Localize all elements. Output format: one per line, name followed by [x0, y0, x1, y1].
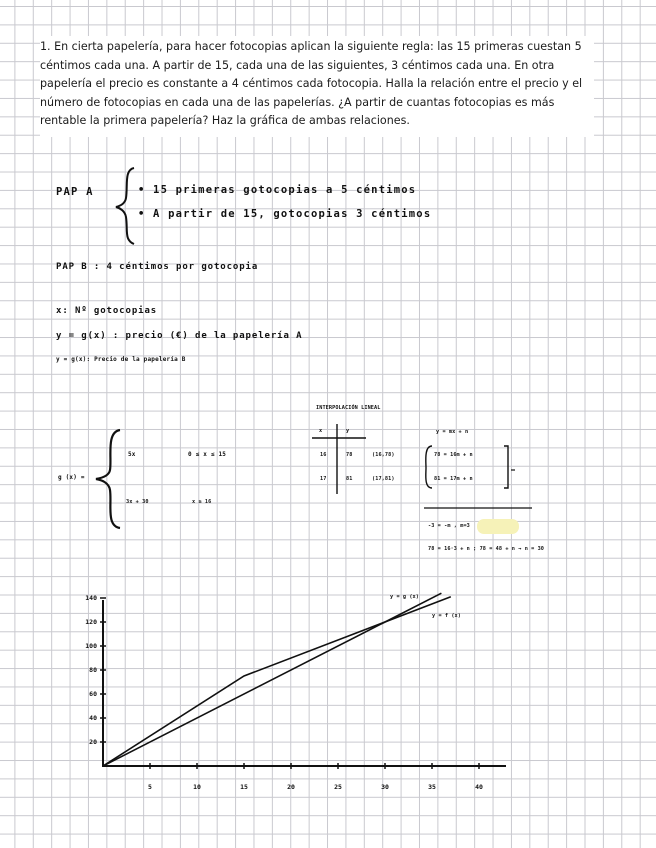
x-tick-label: 30 — [381, 783, 389, 791]
pap-a-label: PAP A — [56, 186, 94, 198]
pap-a-line-2: • A partir de 15, gotocopias 3 céntimos — [138, 208, 432, 220]
problem-statement: 1. En cierta papelería, para hacer fotocopias aplican la siguiente regla: las 15 primeras cuestan 5 céntimos cada una. A partir de 15, cada una de las siguientes, 3 céntimos cada una. En otra papelería el precio es constante a 4 céntimos cada fotocopia. Halla la relación entre el precio y el número de fotocopias en cada una de las papelerías. ¿A partir de cuantas fotocopias es más rentable la primera papelería? Haz la gráfica de ambas relaciones. — [40, 36, 594, 137]
table-header-y: y — [346, 428, 350, 434]
y-tick-label: 100 — [85, 642, 97, 650]
x-tick-label: 40 — [475, 783, 483, 791]
x-tick-label: 15 — [240, 783, 248, 791]
table-row-2-x: 17 — [320, 476, 327, 482]
series-line-papeleria-b — [103, 593, 441, 766]
y-tick-label: 120 — [85, 618, 97, 626]
series-line-papeleria-a — [103, 597, 451, 766]
x-tick-label: 5 — [148, 783, 152, 791]
point-2: (17,81) — [372, 476, 395, 482]
table-header-x: x — [319, 428, 323, 434]
variable-y-papeleria-b: y = g(x): Precio de la papelería B — [56, 356, 186, 363]
pap-b-line: PAP B : 4 céntimos por gotocopia — [56, 262, 259, 272]
x-tick-label: 20 — [287, 783, 295, 791]
label-g: y = g (x) — [390, 594, 420, 600]
table-row-1-x: 16 — [320, 452, 327, 458]
solve-n: 78 = 16·3 + n ; 78 = 48 + n → n = 30 — [428, 546, 545, 552]
y-tick-label: 20 — [89, 738, 97, 746]
case-1-expression: 5x — [128, 451, 136, 458]
equation-2: 81 = 17m + n — [434, 476, 473, 482]
y-tick-label: 140 — [85, 594, 97, 602]
interpolation-title: INTERPOLACIÓN LINEAL — [316, 405, 381, 411]
variable-x: x: Nº gotocopias — [56, 306, 158, 316]
pap-a-line-1: • 15 primeras gotocopias a 5 céntimos — [138, 184, 417, 196]
y-tick-label: 40 — [89, 714, 97, 722]
table-row-2-y: 81 — [346, 476, 353, 482]
case-2-condition: x ≥ 16 — [192, 499, 212, 505]
table-row-1-y: 78 — [346, 452, 353, 458]
subtraction-result: -3 = -m , m=3 — [428, 523, 470, 529]
y-tick-label: 60 — [89, 690, 97, 698]
x-tick-label: 35 — [428, 783, 436, 791]
case-1-condition: 0 ≤ x ≤ 15 — [188, 451, 227, 458]
case-2-expression: 3x + 30 — [126, 499, 149, 505]
x-tick-label: 10 — [193, 783, 201, 791]
variable-y-papeleria-a: y = g(x) : precio (€) de la papelería A — [56, 331, 303, 341]
x-tick-label: 25 — [334, 783, 342, 791]
y-tick-label: 80 — [89, 666, 97, 674]
equation-1: 78 = 16m + n — [434, 452, 473, 458]
label-f: y = f (x) — [432, 613, 462, 619]
linear-model: y = mx + n — [436, 429, 469, 435]
piecewise-lhs: g (x) = — [58, 474, 85, 481]
point-1: (16,78) — [372, 452, 395, 458]
